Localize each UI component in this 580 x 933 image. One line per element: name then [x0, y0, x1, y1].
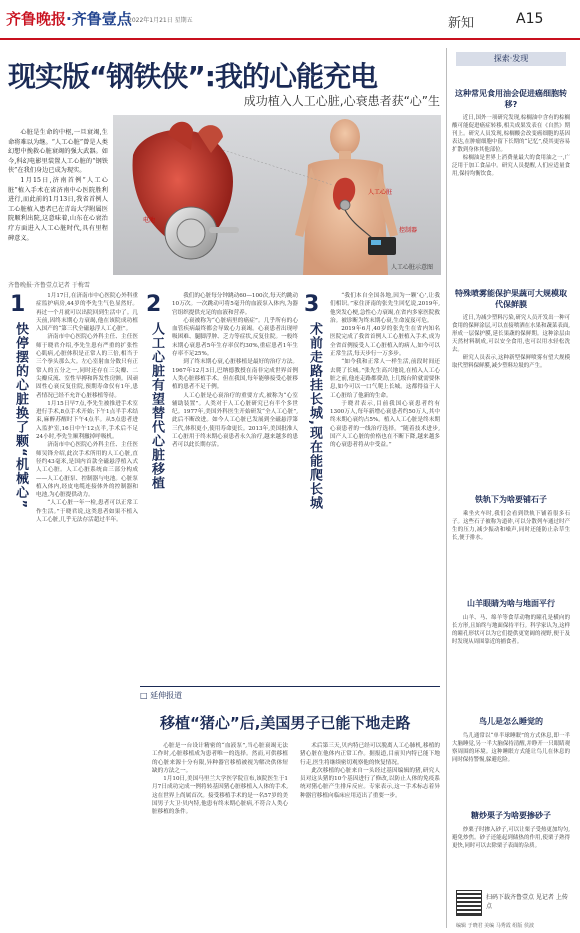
story2-title: 移植“猪心”后,美国男子已能下地走路: [160, 714, 411, 732]
qr-code-icon[interactable]: [456, 890, 482, 916]
sidebar-item-2-body: [452, 314, 570, 464]
section-2-number: 2: [146, 292, 162, 317]
sb1-para-2: 棕榈油是世界上消费量最大的食用油之一,广泛用于加工食品中。研究人员提醒,人们应适量食用,保持均衡饮食。: [452, 155, 570, 177]
s1-para-2: 济南市中心医院心外科主任、主任医师于晓君介绍,李先生患有严重的扩张性心肌病,心脏体积是正常人的三倍,相当于三个拳头那么大。左心室射血分数只有正常人的五分之一,同时还存在三尖瓣、二尖瓣反流、室性早搏和阵发性房颤。因顽固性心衰反复住院,预期寿命仅有1年,患者情况已经不允许心脏移植等待。: [36, 334, 138, 399]
reporter-credit: 齐鲁晚报·齐鲁壹点记者 于梅雪: [8, 282, 90, 289]
label-artificial-heart: 人工心脏: [368, 189, 393, 196]
s3-para-4: 于晓君表示,目前我国心衰患者约有1300万人,每年新增心衰患者约50万人,其中终末期心衰约占5%。植入人工心脏是终末期心衰患者的一线治疗选择。“随着技术进步,国产人工心脏的价格也在不断下降,越来越多的心衰患者将从中受益。”: [330, 400, 440, 449]
issue-date: 2022年1月21日 星期五: [128, 17, 193, 24]
s3-para-3: “如今我和正常人一样生活,前段时间还去爬了长城。”张先生高兴地说,在植入人工心脏之前,他连走路都费劲,上几级台阶就需要休息,如今可以一口气爬上长城。这都得益于人工心脏给了他新的生命。: [330, 359, 440, 399]
human-figure: [295, 119, 398, 275]
sidebar-item-3-body: [452, 510, 570, 590]
heart-closeup: [133, 122, 239, 259]
s3-para-1: “我们本自全国各地,因为一颗‘心’,让我们相识。”家住济南的张先生回忆说,2019年,他突发心梗,急性心力衰竭,在省内多家医院救治。被诊断为终末期心衰,生命岌岌可危。: [330, 293, 440, 324]
hero-illustration: [113, 115, 441, 275]
sidebar-item-4-title: 山羊眼睛为啥与地面平行: [467, 599, 555, 608]
section-name: 新知: [448, 16, 475, 31]
page-header: [0, 0, 580, 40]
s1-para-1: 1月17日,在济南市中心医院心外科重症监护病房,44岁的李先生气色显然好。再过一个月就可以出院回到生活中了。几天前,因终末期心力衰竭,他在该院成功植入国产的“第三代全磁悬浮人工心脏”。: [36, 293, 138, 333]
section-1-body: [36, 292, 138, 682]
section-2-title: 人工心脏有望替代心脏移植: [149, 322, 164, 490]
sidebar-item-6-body: [452, 826, 570, 884]
sb5-para-1: 鸟儿通常以“单半球睡眠”的方式休息,即一半大脑睡觉,另一半大脑保持清醒,并睁开一只眼睛观察周围的环境。这种睡眠方式能让鸟儿在休息的同时保持警惕,躲避危险。: [452, 733, 570, 763]
s1-para-4: 济南市中心医院心外科主任、主任医师吴锋介绍,此次手术所用的人工心脏,直径约43毫米,是国内首款全磁悬浮植入式人工心脏。人工心脏系统由三部分构成——人工心脏泵、控制器与电池。心脏泵植入体内,经皮电缆连接体外的控制器和电池,为心脏提供动力。: [36, 442, 138, 499]
sb3-para-1: 乘坐火车时,我们会看到铁轨下铺着很多石子。这些石子被称为道砟,可以分散列车通过时产生的压力,减少振动和噪声,同时还能防止杂草生长,便于排水。: [452, 511, 570, 541]
logo-blue-text: ·齐鲁壹点: [66, 10, 132, 28]
sidebar-item-6-title: 糖炒栗子为啥要掺砂子: [471, 811, 551, 820]
story2-para-1: 心脏是一台设计精密的“血液泵”,当心脏衰竭无法工作时,心脏移植成为患者唯一的选择。然而,可供移植的心脏来源十分有限,异种器官移植被视为解决供体短缺的方法之一。: [152, 743, 288, 774]
section-3-title: 术前走路挂长城,现在能爬长城: [307, 322, 322, 510]
section-1-title: 快停摆的心脏换了颗“机械心”: [13, 322, 28, 510]
qr-caption: 扫码下载齐鲁壹点 见记者 上传点: [486, 894, 568, 910]
sidebar-item-4-body: [452, 614, 570, 698]
illustration-caption: 人工心脏示意图: [390, 264, 433, 271]
sb6-para-1: 炒栗子时掺入砂子,可以让栗子受热更加均匀,避免炒焦。砂子还能起到储热的作用,使栗子熟得更快,同时可以去除栗子表面的杂质。: [452, 827, 570, 849]
story2-divider: [140, 686, 440, 687]
sidebar-header: 探索·发现: [456, 52, 566, 66]
page-number: A15: [516, 11, 544, 27]
s1-para-3: 1月15日早7点,李先生被推进手术室进行手术,8点手术开始;下午1点半手术结束,麻醉苏醒时下午4点半。从5点患者进入监护室,16日中午12点半,手术后不足24小时,李先生顺利撤掉呼吸机。: [36, 400, 138, 441]
s1-para-5: “人工心脏一年一检,患者可以正常工作生活。”于晓君说,这类患者如果不植入人工心脏,几乎无法存活超过半年。: [36, 500, 138, 524]
section-1-number: 1: [10, 292, 26, 317]
sidebar-item-3-title: 铁轨下为啥要铺石子: [475, 495, 547, 504]
masthead-logo: [6, 8, 132, 29]
sidebar-item-1-title: 这种常见食用油会促进癌细胞转移?: [455, 89, 567, 109]
label-battery: 电池: [143, 217, 156, 224]
story2-tag: □ 延伸报道: [140, 691, 183, 700]
s2-para-2: 心衰被称为“心脏病里的癌症”。几乎所有的心血管疾病最终都会导致心力衰竭。心衰患者出现呼吸困难、腿脚浮肿、乏力等症状,反复住院。一般终末期心衰患者5年生存率仅约30%,重症患者1年生存率不足25%。: [172, 317, 298, 358]
s2-para-3: 到了终末期心衰,心脏移植是最好的治疗方法。1967年12月3日,巴纳德教授在南非完成世界首例人类心脏移植手术。但在我国,每年能够接受心脏移植的患者不足千例。: [172, 359, 298, 391]
section-3-body: [330, 292, 440, 672]
lead-paragraph: [8, 128, 108, 243]
story2-para-4: 此次移植的心脏来自一头经过基因编辑的猪,研究人员对这头猪的10个基因进行了修改,以防止人体的免疫系统对猪心脏产生排斥反应。专家表示,这一手术标志着异种器官移植向临床应用迈出了重要一步。: [300, 767, 440, 799]
sb2-para-1: 近日,为减少塑料污染,研究人员开发出一种可食用的保鲜涂层,可以直接喷洒在水果和蔬菜表面,形成一层保护膜,延长果蔬的保鲜期。这种涂层由天然材料制成,可以安全食用,也可以用水轻松洗去。: [452, 315, 570, 353]
main-subtitle: 成功植入人工心脏,心衰患者获“心”生: [243, 94, 440, 108]
sb2-para-2: 研究人员表示,这种新型保鲜喷雾有望大规模取代塑料保鲜膜,减少塑料垃圾的产生。: [452, 355, 570, 369]
s3-para-2: 2019年6月,40岁的张先生在省内知名医院完成了我省首例人工心脏植入手术,成为全省首例接受人工心脏植入的病人,如今可以正常生活,每天步行一万多步。: [330, 326, 440, 358]
sidebar-item-5-body: [452, 732, 570, 802]
story2-para-3: 术后第三天,贝内特已经可以脱离人工心肺机,移植的猪心脏在他体内正常工作。据报道,目前贝内特已能下地行走,医生将继续密切观察他的恢复情况。: [300, 743, 440, 766]
story2-col-1: [152, 742, 288, 928]
s2-para-1: 我们的心脏每分钟跳动60—100次,每天约跳动10万次。一次跳动可将5毫升的血液泵入体内,为器官组织提供充足的血液和营养。: [172, 293, 298, 316]
label-controller: 控制器: [399, 227, 418, 234]
story2-para-2: 1月10日,美国马里兰大学医学院宣布,该院医生于1月7日成功完成一例将转基因猪心脏移植入人体的手术,这在世界上尚属首次。接受移植手术的是一名57岁的美国男子大卫·贝内特,他患有终末期心脏病,不符合人类心脏移植的条件。: [152, 776, 288, 816]
sidebar-item-1-body: [452, 114, 570, 274]
sb1-para-1: 近日,国外一项研究发现,棕榈油中含有的棕榈酸可能促进癌症转移,相关成果发表在《自然》期刊上。研究人员发现,棕榈酸会改变癌细胞的基因表达,在肿瘤细胞中留下长期的“记忆”,使其更容易扩散到身体其他部位。: [452, 115, 570, 153]
s2-para-4: 人工心脏是心衰治疗的重要方式,被称为“心室辅助装置”。人类对于人工心脏研究已有半个多世纪。1977年,美国外科医生开始研发“全人工心脏”,此后不断改进。如今人工心脏已发展到全磁悬浮第三代,体积更小,使用寿命更长。2013年,美国批准人工心脏用于终末期心衰患者永久治疗,越来越多的患者可以此长期存活。: [172, 392, 298, 449]
lead-para-1: 心脏是生命的中枢,一旦衰竭,生命将难以为继。“人工心脏”曾是人类幻想中挽救心脏衰竭的强大武器。如今,科幻电影里装置人工心脏的“钢铁侠”在我们身边已成为现实。: [8, 129, 108, 175]
main-headline: 现实版“钢铁侠”:我的心能充电: [8, 60, 378, 93]
story2-tag-text: 延伸报道: [150, 691, 183, 700]
editor-credits: 编辑 于晓君 美编 马秀霞 组版 侯波: [456, 923, 534, 929]
section-2-body: [172, 292, 298, 672]
sidebar-item-2-title: 特殊喷雾能保护果蔬可大规模取代保鲜膜: [455, 289, 567, 309]
logo-red-text: 齐鲁晚报: [6, 10, 67, 28]
sidebar-item-5-title: 鸟儿是怎么睡觉的: [479, 717, 543, 726]
section-3-number: 3: [304, 292, 320, 317]
story2-col-2: [300, 742, 440, 928]
lead-para-2: 1月15日,济南首例“人工心脏”植入手术在省济南中心医院胜利进行,而此前的1月13日,我省首例人工心脏植入患者已在青岛大学附属医院顺利出院,这意味着,山东在心衰治疗方面进入人工心脏时代,具有里程碑意义。: [8, 176, 108, 242]
sb4-para-1: 山羊、马、绵羊等食草动物的瞳孔是横向的长方形,且始终与地面保持平行。科学家认为,这样的瞳孔形状可以为它们提供更宽阔的视野,便于及时发现从周围靠近的捕食者。: [452, 615, 570, 645]
